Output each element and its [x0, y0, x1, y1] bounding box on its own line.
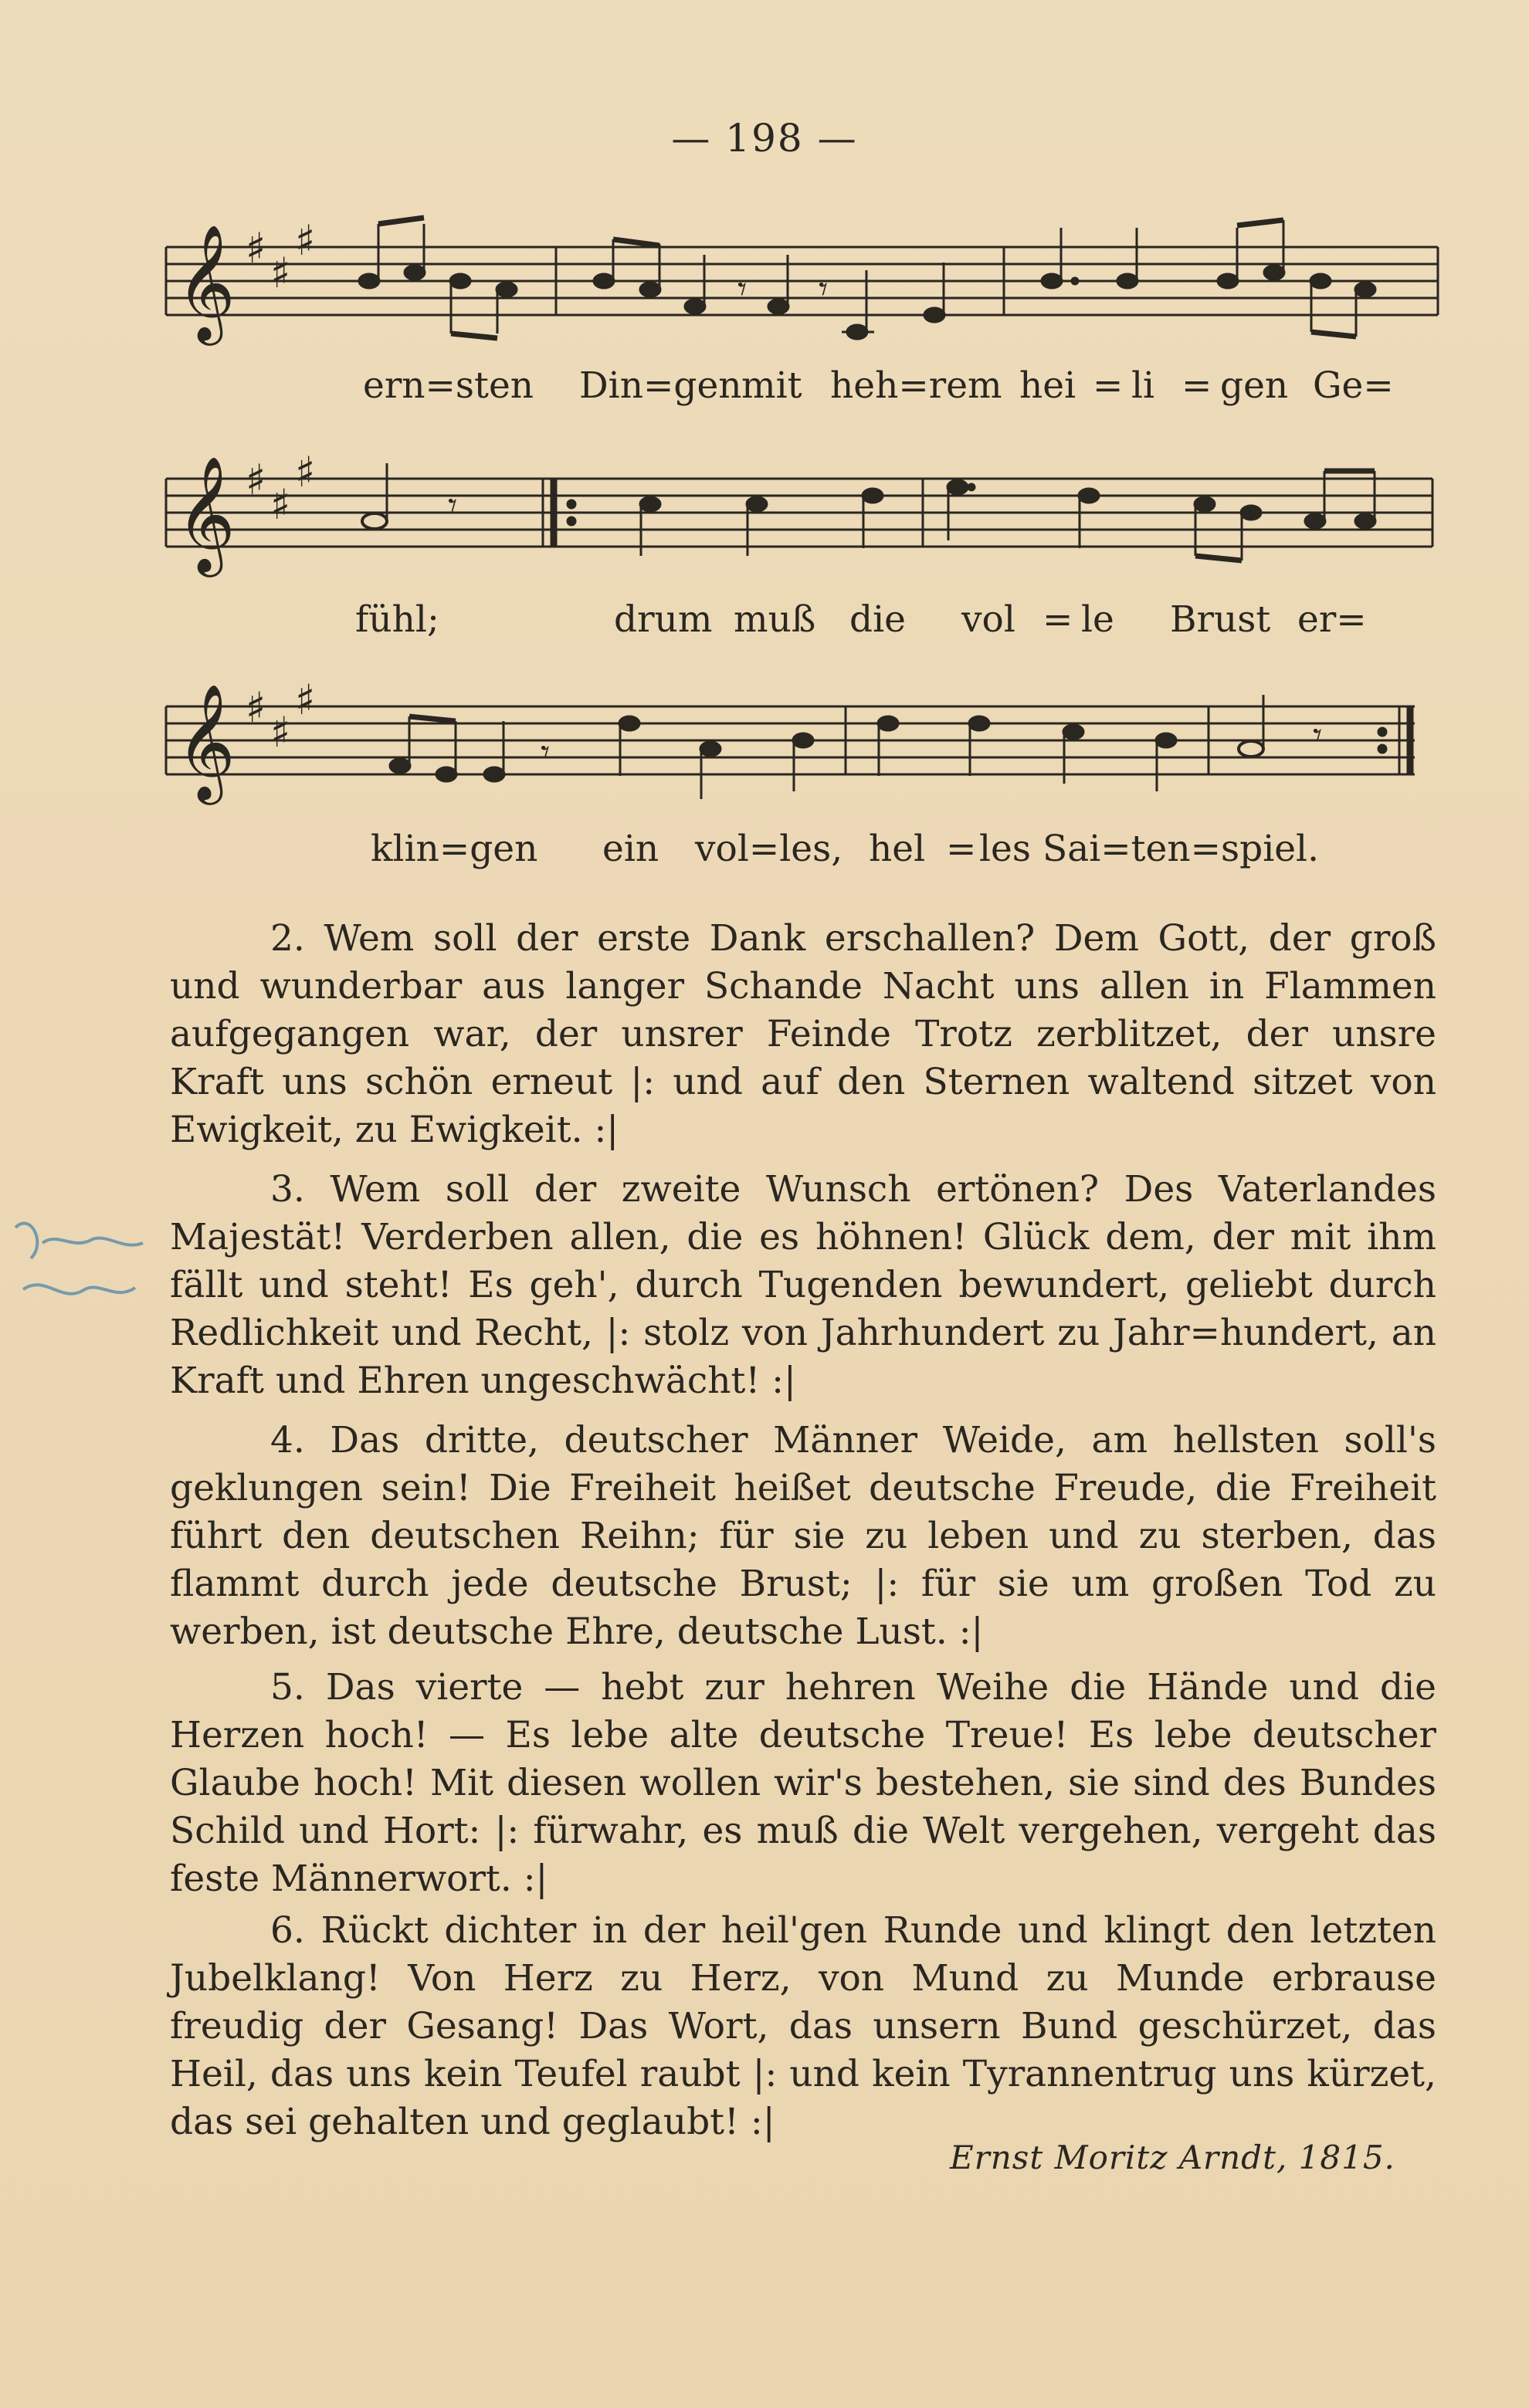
lyric-syllable: le [1081, 598, 1114, 641]
svg-text:♯: ♯ [270, 708, 291, 757]
svg-text:𝄾: 𝄾 [737, 268, 748, 310]
lyric-syllable: mit [741, 364, 802, 407]
lyric-syllable: Ge= [1313, 364, 1394, 407]
lyric-syllable: = [1182, 364, 1212, 407]
key-signature-sharps [246, 216, 315, 297]
svg-text:♯: ♯ [246, 683, 266, 732]
notes-staff-3 [390, 695, 1386, 799]
lyric-syllable: hei [1019, 364, 1076, 407]
svg-text:♯: ♯ [295, 216, 316, 265]
lyric-syllable: = [1042, 598, 1073, 641]
svg-text:♯: ♯ [246, 224, 266, 273]
lyric-syllable: = [1093, 364, 1124, 407]
lyric-syllable: klin=gen [371, 828, 538, 870]
page-number: — 198 — [671, 116, 858, 161]
lyric-syllable: li [1131, 364, 1155, 407]
lyric-syllable: gen [1220, 364, 1289, 407]
stanza-5: 5. Das vierte — hebt zur hehren Weihe die Hände und die Herzen hoch! — Es lebe alte deutsche Treue! Es lebe deutscher Glaube hoch! Mit diesen wollen wir's bestehen, sie sind des Bundes Schild und Hort: |: fürwahr, es muß die Welt vergehen, vergeht das feste Männerwort. :| [170, 1666, 1436, 1900]
lyric-syllable: heh=rem [830, 364, 1002, 407]
stanza-3: 3. Wem soll der zweite Wunsch ertönen? Des Vaterlandes Majestät! Verderben allen, die es höhnen! Glück dem, der mit ihm fällt und steht! Es geh', durch Tugenden bewundert, geliebt durch Redlichkeit und Recht, |: stolz von Jahrhundert zu Jahr=hundert, an Kraft und Ehren ungeschwächt! :| [170, 1168, 1436, 1402]
pencil-margin-note [0, 1197, 154, 1351]
music-staff-1 [0, 193, 1529, 448]
svg-text:𝄾: 𝄾 [541, 731, 551, 773]
svg-text:♯: ♯ [295, 448, 316, 496]
svg-text:𝄞: 𝄞 [176, 223, 236, 340]
svg-text:♯: ♯ [270, 249, 291, 297]
svg-text:𝄾: 𝄾 [819, 268, 829, 310]
lyric-syllable: les [979, 828, 1031, 870]
lyric-syllable: die [849, 598, 906, 641]
lyric-syllable: vol [961, 598, 1015, 641]
stanza-6: 6. Rückt dichter in der heil'gen Runde und klingt den letzten Jubelklang! Von Herz zu Herz, von Mund zu Munde erbrause freudig der Gesang! Das Wort, das unsern Bund geschürzet, das Heil, das uns kein Teufel raubt |: und kein Tyrannentrug uns kürzet, das sei gehalten und geglaubt! :| [170, 1909, 1436, 2143]
lyric-syllable: Sai=ten=spiel. [1042, 828, 1320, 870]
svg-text:♯: ♯ [246, 456, 266, 504]
svg-text:𝄾: 𝄾 [1313, 714, 1323, 756]
svg-text:𝄞: 𝄞 [176, 682, 236, 800]
lyric-syllable: Brust [1170, 598, 1271, 641]
lyric-syllable: Din=gen [579, 364, 742, 407]
lyric-syllable: ein [602, 828, 659, 870]
treble-clef [176, 223, 236, 346]
lyric-syllable: ern=sten [363, 364, 534, 407]
lyric-syllable: = [946, 828, 977, 870]
lyric-syllable: drum [614, 598, 713, 641]
svg-text:𝄞: 𝄞 [176, 455, 236, 572]
stanza-4: 4. Das dritte, deutscher Männer Weide, am hellsten soll's geklungen sein! Die Freiheit heißet deutsche Freude, die Freiheit führt den deutschen Reihn; für sie zu leben und zu sterben, das flammt durch jede deutsche Brust; |: für sie um großen Tod zu werben, ist deutsche Ehre, deutsche Lust. :| [170, 1419, 1436, 1653]
key-signature-sharps [246, 448, 315, 529]
author-attribution: Ernst Moritz Arndt, 1815. [950, 2139, 1395, 2176]
svg-text:♯: ♯ [295, 676, 316, 724]
stanza-2: 2. Wem soll der erste Dank erschallen? Dem Gott, der groß und wunderbar aus langer Schande Nacht uns allen in Flammen aufgegangen war, der unsrer Feinde Trotz zerblitzet, der unsre Kraft uns schön erneut |: und auf den Sternen waltend sitzet von Ewigkeit, zu Ewigkeit. :| [170, 917, 1436, 1151]
lyric-syllable: vol=les, [695, 828, 843, 870]
svg-text:♯: ♯ [270, 480, 291, 529]
treble-clef [176, 682, 236, 805]
treble-clef [176, 455, 236, 577]
lyric-syllable: hel [869, 828, 926, 870]
lyric-syllable: muß [734, 598, 816, 641]
notes-staff-1 [359, 218, 1375, 339]
lyric-syllable: fühl; [355, 598, 439, 641]
lyric-syllable: er= [1297, 598, 1367, 641]
svg-text:𝄾: 𝄾 [448, 484, 458, 526]
key-signature-sharps [246, 676, 315, 757]
